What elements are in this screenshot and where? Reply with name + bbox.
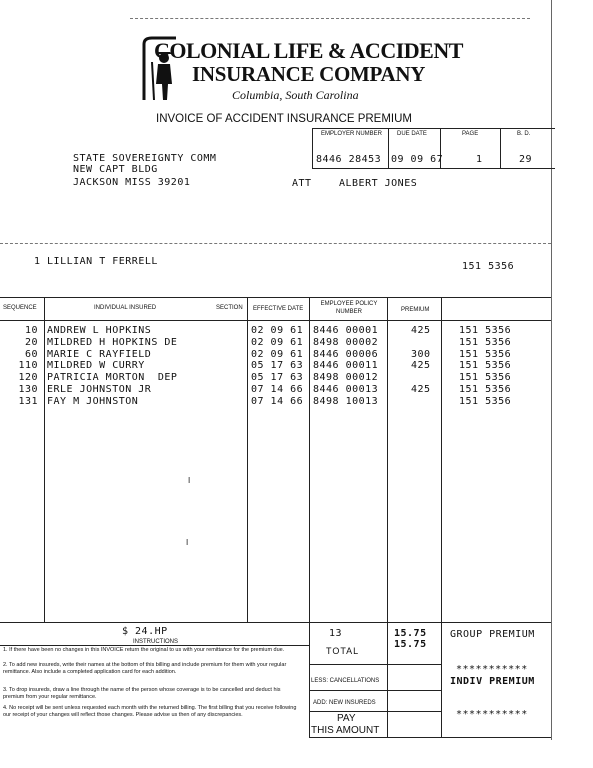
less-cancellations-label: LESS: CANCELLATIONS xyxy=(311,678,380,684)
col-policy-right xyxy=(387,297,388,737)
cell-name: FAY M JOHNSTON xyxy=(47,395,139,407)
company-location: Columbia, South Carolina xyxy=(232,88,359,102)
header-box-left xyxy=(312,128,313,168)
cell-policy: 8446 00001 xyxy=(313,325,379,336)
cell-date: 07 14 66 xyxy=(251,384,304,395)
cell-policy: 8498 10013 xyxy=(313,395,379,407)
instruction-2: 2. To add new insureds, write their names at the bottom of this billing and include premium for them with your regular remittance. Also include a completed application card for each addition. xyxy=(3,662,287,675)
pay-label: PAY xyxy=(337,713,356,724)
cell-group: 151 5356 xyxy=(459,384,512,395)
header-premium: PREMIUM xyxy=(401,307,430,313)
col-name-right xyxy=(247,297,248,622)
page-label: PAGE xyxy=(462,131,479,137)
address-line1: STATE SOVEREIGNTY COMM xyxy=(73,153,217,164)
company-name-line2: INSURANCE COMPANY xyxy=(192,62,426,86)
page-number: 1 xyxy=(476,154,483,165)
cell-name: ERLE JOHNSTON JR xyxy=(47,384,152,395)
cell-date: 05 17 63 xyxy=(251,360,304,372)
bd-label: B. D. xyxy=(517,131,531,137)
address-divider xyxy=(0,243,551,244)
top-perforation xyxy=(130,18,530,19)
bottom-rule xyxy=(309,737,551,738)
cell-name: PATRICIA MORTON DEP xyxy=(47,372,178,384)
cell-policy: 8498 00002 xyxy=(313,336,379,348)
instruction-3: 3. To drop insureds, draw a line through the name of the person whose coverage is to be cancelled and deduct his premium from your regular remittance. xyxy=(3,687,281,700)
cell-group: 151 5356 xyxy=(459,325,512,336)
cell-date: 02 09 61 xyxy=(251,336,304,348)
header-individual-insured: INDIVIDUAL INSURED xyxy=(94,305,157,311)
cell-seq: 130 xyxy=(18,384,38,395)
invoice-title: INVOICE OF ACCIDENT INSURANCE PREMIUM xyxy=(156,113,413,125)
att-label: ATT xyxy=(292,178,312,189)
cell-name: MILDRED H HOPKINS DE xyxy=(47,336,178,348)
cell-seq: 60 xyxy=(24,348,38,360)
cell-premium: 425 xyxy=(411,360,431,372)
cell-date: 05 17 63 xyxy=(251,372,304,384)
cell-policy: 8446 00006 xyxy=(313,348,379,360)
footer-amount: $ 24.HP xyxy=(122,626,168,637)
cell-seq: 110 xyxy=(18,360,38,372)
cell-date: 07 14 66 xyxy=(251,395,304,407)
address-line2: NEW CAPT BLDG xyxy=(73,164,158,175)
cell-date: 02 09 61 xyxy=(251,348,304,360)
header-box-div1 xyxy=(388,128,389,168)
cell-group: 151 5356 xyxy=(459,372,512,384)
cell-seq: 10 xyxy=(24,325,38,336)
header-effective-date: EFFECTIVE DATE xyxy=(253,306,304,312)
col-seq-right xyxy=(44,297,45,622)
col-date-right xyxy=(309,297,310,737)
cell-seq: 131 xyxy=(18,395,38,407)
employer-number: 8446 28453 xyxy=(316,154,382,165)
instructions-rule xyxy=(0,645,309,646)
footer-top-rule xyxy=(0,622,551,623)
cell-name: MARIE C RAYFIELD xyxy=(47,348,152,360)
table-top-rule xyxy=(0,297,551,298)
header-box-top xyxy=(312,128,555,129)
employer-number-label: EMPLOYER NUMBER xyxy=(321,131,383,137)
cancellations-rule xyxy=(309,690,441,691)
cell-seq: 120 xyxy=(18,372,38,384)
header-section: SECTION xyxy=(216,305,243,311)
cell-name: MILDRED W CURRY xyxy=(47,360,145,372)
total-label: TOTAL xyxy=(326,646,360,656)
header-box-bottom xyxy=(312,168,555,169)
stray-mark: I xyxy=(186,538,189,547)
instruction-1: 1. If there have been no changes in this INVOICE return the original to us with your remittance for the premium due. xyxy=(3,647,285,653)
new-insureds-rule xyxy=(309,711,441,712)
add-new-insureds-label: ADD: NEW INSUREDS xyxy=(313,700,376,706)
company-logo xyxy=(140,36,463,110)
footer-count: 13 xyxy=(329,628,343,639)
due-date: 09 09 67 xyxy=(391,154,444,165)
instructions-label: INSTRUCTIONS xyxy=(133,639,178,645)
insured-number: 151 5356 xyxy=(462,261,515,272)
stray-mark: I xyxy=(188,476,191,485)
cell-group: 151 5356 xyxy=(459,336,512,348)
right-edge-line xyxy=(551,0,552,740)
cell-policy: 8498 00012 xyxy=(313,372,379,384)
cell-seq: 20 xyxy=(24,336,38,348)
total-value-2: 15.75 xyxy=(394,639,427,650)
cell-group: 151 5356 xyxy=(459,395,512,407)
total-value-1: 15.75 xyxy=(394,628,427,639)
cell-premium: 425 xyxy=(411,384,431,395)
header-sequence: SEQUENCE xyxy=(3,305,37,311)
stars-1: *********** xyxy=(456,664,528,675)
cell-group: 151 5356 xyxy=(459,360,512,372)
cell-premium: 425 xyxy=(411,325,431,336)
indiv-premium-label: INDIV PREMIUM xyxy=(450,676,535,687)
cell-premium: 300 xyxy=(411,348,431,360)
instruction-4: 4. No receipt will be sent unless requested each month with the returned billing. The first billing that you receive following our receipt of your changes will reflect those changes. Please advise us then of any discrepancies. xyxy=(3,705,297,718)
cell-group: 151 5356 xyxy=(459,348,512,360)
cell-name: ANDREW L HOPKINS xyxy=(47,325,152,336)
company-name-line1: COLONIAL LIFE & ACCIDENT xyxy=(154,38,463,63)
group-premium-label: GROUP PREMIUM xyxy=(450,629,535,640)
total-rule xyxy=(309,664,441,665)
header-policy-number: EMPLOYEE POLICY NUMBER xyxy=(320,301,378,315)
col-premium-right xyxy=(441,297,442,737)
address-line3: JACKSON MISS 39201 xyxy=(73,177,191,188)
cell-policy: 8446 00013 xyxy=(313,384,379,395)
header-box-div3 xyxy=(500,128,501,168)
due-date-label: DUE DATE xyxy=(397,131,427,137)
this-amount-label: THIS AMOUNT xyxy=(311,725,380,736)
table-header-rule xyxy=(0,320,551,321)
att-name: ALBERT JONES xyxy=(339,178,418,189)
stars-2: *********** xyxy=(456,709,528,720)
insured-name: 1 LILLIAN T FERRELL xyxy=(34,256,158,267)
bd-value: 29 xyxy=(519,154,533,165)
cell-date: 02 09 61 xyxy=(251,325,304,336)
cell-policy: 8446 00011 xyxy=(313,360,379,372)
